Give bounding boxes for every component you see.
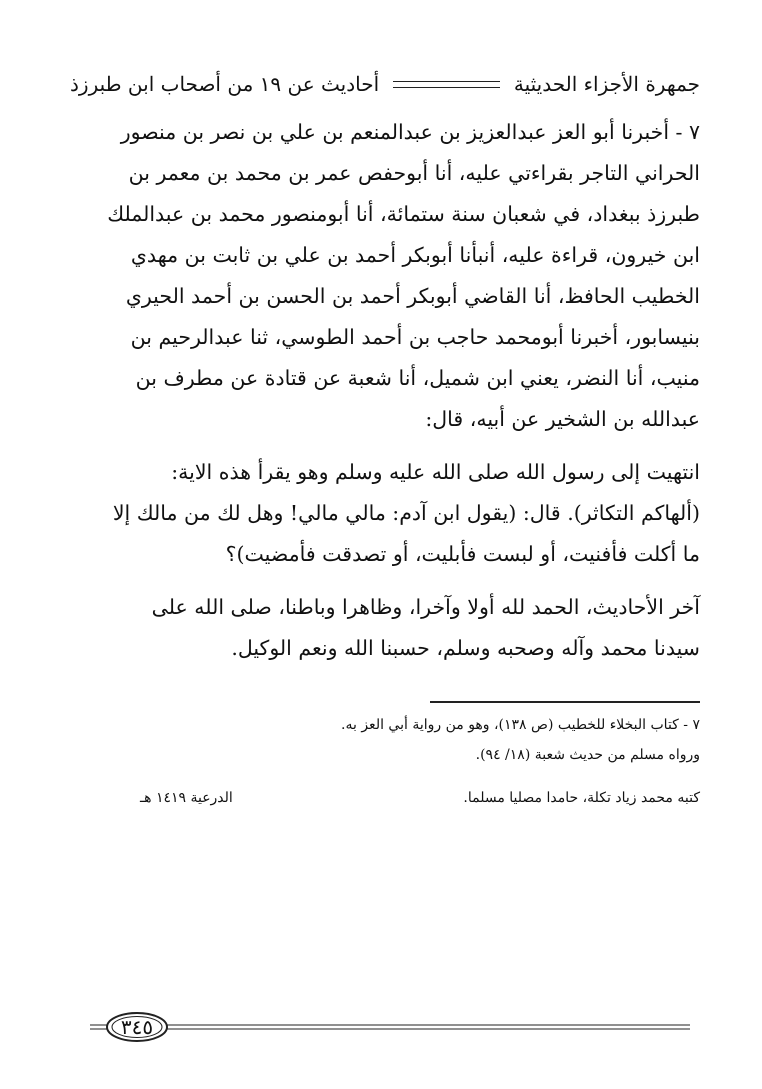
running-header	[70, 66, 700, 102]
hadith-chain-line: ٧ - أخبرنا أبو العز عبدالعزيز بن عبدالمنعم بن علي بن نصر بن منصور	[120, 120, 700, 144]
footer-ornament	[90, 1010, 690, 1044]
hadith-text-line: ما أكلت فأفنيت، أو لبست فأبليت، أو تصدقت فأمضيت)؟	[225, 542, 700, 566]
closing-line: آخر الأحاديث، الحمد لله أولا وآخرا، وظاهرا وباطنا، صلى الله على	[151, 595, 700, 619]
hadith-text-line: (ألهاكم التكاثر). قال: (يقول ابن آدم: مالي مالي! وهل لك من مالك إلا	[112, 501, 700, 525]
hadith-text-line: انتهيت إلى رسول الله صلى الله عليه وسلم وهو يقرأ هذه الاية:	[171, 460, 700, 484]
hadith-chain-line: منيب، أنا النضر، يعني ابن شميل، أنا شعبة عن قتادة عن مطرف بن	[135, 366, 700, 390]
footnote-1: ٧ - كتاب البخلاء للخطيب (ص ١٣٨)، وهو من رواية أبي العز به.	[341, 717, 700, 733]
footnotes	[70, 710, 700, 770]
section-title: أحاديث عن ١٩ من أصحاب ابن طبرزذ	[70, 72, 380, 96]
colophon-place-date: الدرعية ١٤١٩ هـ	[140, 790, 233, 806]
header-rule	[393, 81, 500, 88]
hadith-chain-line: بنيسابور، أخبرنا أبومحمد حاجب بن أحمد الطوسي، ثنا عبدالرحيم بن	[130, 325, 700, 349]
closing-line: سيدنا محمد وآله وصحبه وسلم، حسبنا الله ونعم الوكيل.	[231, 636, 700, 660]
hadith-chain-line: ابن خيرون، قراءة عليه، أنبأنا أبوبكر أحمد بن علي بن ثابت بن مهدي	[130, 243, 700, 267]
footnote-separator	[430, 701, 700, 703]
hadith-chain-line: طبرزذ ببغداد، في شعبان سنة ستمائة، أنا أبومنصور محمد بن عبدالملك	[107, 202, 700, 226]
page-number: ٣٤٥	[120, 1015, 154, 1039]
colophon-signature: كتبه محمد زياد تكلة، حامدا مصليا مسلما.	[463, 790, 700, 806]
hadith-chain-line: الحراني التاجر بقراءتي عليه، أنا أبوحفص عمر بن محمد بن معمر بن	[128, 161, 700, 185]
hadith-chain-line: الخطيب الحافظ، أنا القاضي أبوبكر أحمد بن الحسن بن أحمد الحيري	[125, 284, 700, 308]
colophon	[140, 790, 700, 820]
main-text	[70, 112, 700, 669]
footnote-2: ورواه مسلم من حديث شعبة (١٨/ ٩٤).	[475, 747, 700, 763]
hadith-chain-line: عبدالله بن الشخير عن أبيه، قال:	[425, 407, 700, 431]
book-title: جمهرة الأجزاء الحديثية	[513, 72, 700, 96]
